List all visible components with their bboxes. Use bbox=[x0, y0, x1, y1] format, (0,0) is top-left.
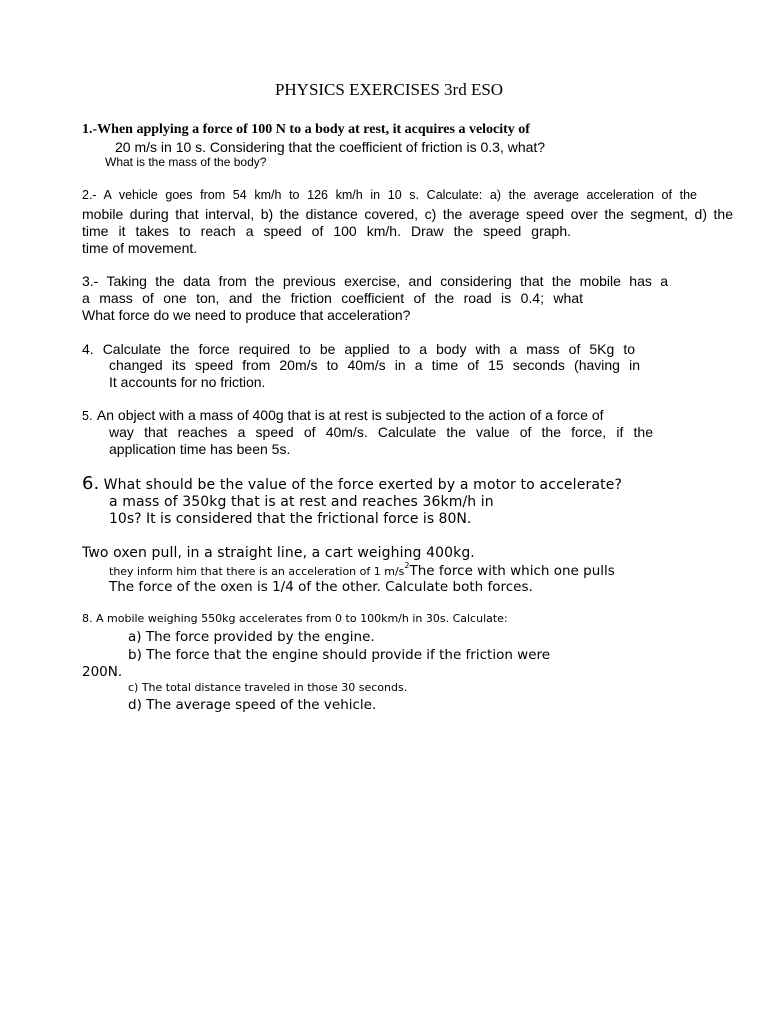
exercise-5-line-2: way that reaches a speed of 40m/s. Calculate the value of the force, if the bbox=[109, 424, 653, 440]
exercise-6-line-1-text: What should be the value of the force exerted by a motor to accelerate? bbox=[103, 477, 623, 493]
exercise-7-line-2-b: The force with which one pulls bbox=[409, 563, 615, 579]
exercise-7-superscript: 2 bbox=[404, 561, 410, 570]
exercise-8-item-b: b) The force that the engine should provide if the friction were bbox=[128, 647, 551, 663]
exercise-7-line-2 bbox=[109, 562, 615, 580]
page-title: PHYSICS EXERCISES 3rd ESO bbox=[274, 80, 504, 99]
exercise-2-line-4: time of movement. bbox=[82, 240, 198, 256]
exercise-3-line-1: 3.- Taking the data from the previous exercise, and considering that the mobile has a bbox=[82, 273, 668, 289]
exercise-4-line-3: It accounts for no friction. bbox=[109, 374, 266, 390]
exercise-6-line-3: 10s? It is considered that the frictional force is 80N. bbox=[109, 511, 472, 527]
exercise-5-line-3: application time has been 5s. bbox=[109, 441, 291, 457]
exercise-1-line-3: What is the mass of the body? bbox=[105, 155, 267, 169]
exercise-4-line-1: 4. Calculate the force required to be applied to a body with a mass of 5Kg to bbox=[82, 341, 635, 357]
exercise-5-number: 5. bbox=[82, 409, 93, 423]
exercise-6-line-1 bbox=[82, 473, 622, 494]
exercise-4-line-2: changed its speed from 20m/s to 40m/s in a time of 15 seconds (having in bbox=[109, 357, 640, 373]
exercise-8-item-b-continued: 200N. bbox=[82, 664, 123, 680]
exercise-5-line-1 bbox=[82, 407, 604, 425]
exercise-7-line-2-a: they inform him that there is an acceleration of 1 m/s bbox=[109, 565, 405, 578]
exercise-7-line-3: The force of the oxen is 1/4 of the other. Calculate both forces. bbox=[109, 579, 533, 595]
exercise-3-line-3: What force do we need to produce that acceleration? bbox=[82, 307, 411, 323]
exercise-8-line-1: 8. A mobile weighing 550kg accelerates from 0 to 100km/h in 30s. Calculate: bbox=[82, 612, 508, 625]
exercise-2-line-3: time it takes to reach a speed of 100 km/h. Draw the speed graph. bbox=[82, 223, 571, 239]
exercise-8-item-d: d) The average speed of the vehicle. bbox=[128, 697, 377, 713]
exercise-1-line-1: 1.-When applying a force of 100 N to a body at rest, it acquires a velocity of bbox=[82, 122, 530, 137]
exercise-8-item-a: a) The force provided by the engine. bbox=[128, 629, 375, 645]
exercise-6-line-2: a mass of 350kg that is at rest and reaches 36km/h in bbox=[109, 494, 494, 510]
exercise-8-item-c: c) The total distance traveled in those 30 seconds. bbox=[128, 681, 408, 694]
exercise-3-line-2: a mass of one ton, and the friction coefficient of the road is 0.4; what bbox=[82, 290, 583, 306]
exercise-7-line-1: Two oxen pull, in a straight line, a cart weighing 400kg. bbox=[82, 545, 475, 561]
exercise-2-line-1: 2.- A vehicle goes from 54 km/h to 126 km/h in 10 s. Calculate: a) the average acceleration of the bbox=[82, 188, 697, 202]
exercise-5-line-1-text: An object with a mass of 400g that is at rest is subjected to the action of a force of bbox=[96, 407, 604, 423]
exercise-2-line-2: mobile during that interval, b) the distance covered, c) the average speed over the segment, d) the bbox=[82, 206, 733, 222]
exercise-1-line-2: 20 m/s in 10 s. Considering that the coefficient of friction is 0.3, what? bbox=[115, 139, 546, 155]
exercise-6-number: 6. bbox=[82, 473, 100, 494]
